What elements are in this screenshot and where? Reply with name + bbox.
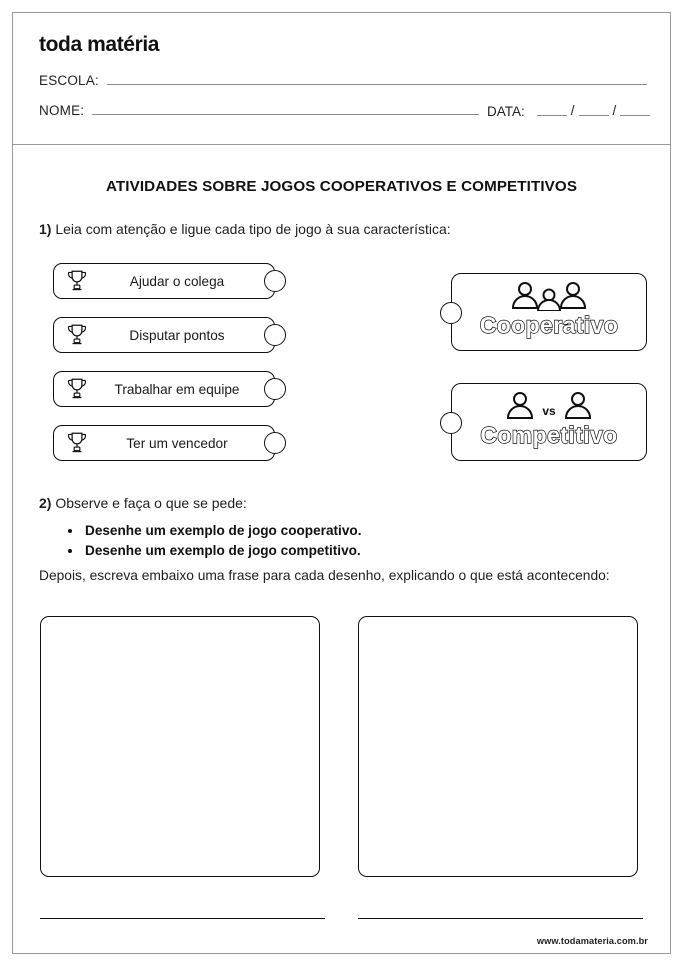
date-label: DATA: [487, 104, 525, 119]
worksheet-page [12, 12, 671, 954]
category-cooperativo-label: Cooperativo [479, 312, 619, 338]
answer-line-cooperative[interactable] [40, 918, 325, 919]
connector-dot-option-2[interactable] [264, 324, 286, 346]
trophy-icon [64, 376, 90, 402]
date-year-input[interactable] [620, 114, 650, 116]
match-option-1[interactable] [53, 263, 275, 299]
answer-line-competitive[interactable] [358, 918, 643, 919]
question-2-bullet-list [65, 521, 361, 560]
drawing-box-competitive[interactable] [358, 616, 638, 877]
question-1-text: Leia com atenção e ligue cada tipo de jogo à sua característica: [51, 221, 451, 237]
match-option-4-label: Ter um vencedor [126, 435, 228, 451]
date-month-input[interactable] [579, 114, 609, 116]
list-item: • Desenhe um exemplo de jogo competitivo. [83, 541, 361, 561]
trophy-icon [64, 268, 90, 294]
connector-dot-option-4[interactable] [264, 432, 286, 454]
match-option-1-label: Ajudar o colega [129, 273, 225, 289]
match-option-4[interactable] [53, 425, 275, 461]
page-header [13, 13, 670, 145]
two-people-versus-icon [452, 391, 646, 421]
versus-label: vs [542, 404, 556, 418]
name-field-row [39, 103, 479, 118]
match-option-3-label: Trabalhar em equipe [114, 381, 240, 397]
group-of-three-people-icon [452, 281, 646, 311]
match-option-2[interactable] [53, 317, 275, 353]
connector-dot-option-1[interactable] [264, 270, 286, 292]
question-1-number: 1) [39, 221, 52, 237]
question-2-number: 2) [39, 495, 52, 511]
trophy-icon [64, 430, 90, 456]
question-2-prompt [39, 495, 247, 511]
trophy-icon [64, 322, 90, 348]
date-day-input[interactable] [537, 114, 567, 116]
question-2-text: Observe e faça o que se pede: [51, 495, 247, 511]
date-separator-2: / [612, 103, 617, 118]
brand-logo: toda matéria [39, 33, 160, 56]
matching-exercise [39, 253, 649, 483]
category-competitivo-label: Competitivo [480, 422, 618, 448]
name-input-line[interactable] [92, 113, 479, 115]
footer-website-url: www.todamateria.com.br [536, 936, 648, 946]
connector-dot-option-3[interactable] [264, 378, 286, 400]
match-option-2-label: Disputar pontos [129, 327, 225, 343]
page-title: ATIVIDADES SOBRE JOGOS COOPERATIVOS E COMPETITIVOS [105, 178, 578, 195]
match-option-3[interactable] [53, 371, 275, 407]
school-input-line[interactable] [107, 83, 647, 85]
date-field-row [487, 103, 654, 119]
question-2-followup-text: Depois, escreva embaixo uma frase para cada desenho, explicando o que está acontecendo: [39, 568, 610, 583]
drawing-box-cooperative[interactable] [40, 616, 320, 877]
name-label: NOME: [39, 103, 85, 118]
category-cooperativo[interactable] [451, 273, 647, 351]
connector-dot-competitivo[interactable] [440, 412, 462, 434]
question-1-prompt [39, 221, 451, 237]
school-field-row [39, 73, 647, 88]
school-label: ESCOLA: [39, 73, 99, 88]
list-item: • Desenhe um exemplo de jogo cooperativo. [83, 521, 361, 541]
connector-dot-cooperativo[interactable] [440, 302, 462, 324]
date-separator-1: / [570, 103, 575, 118]
category-competitivo[interactable] [451, 383, 647, 461]
